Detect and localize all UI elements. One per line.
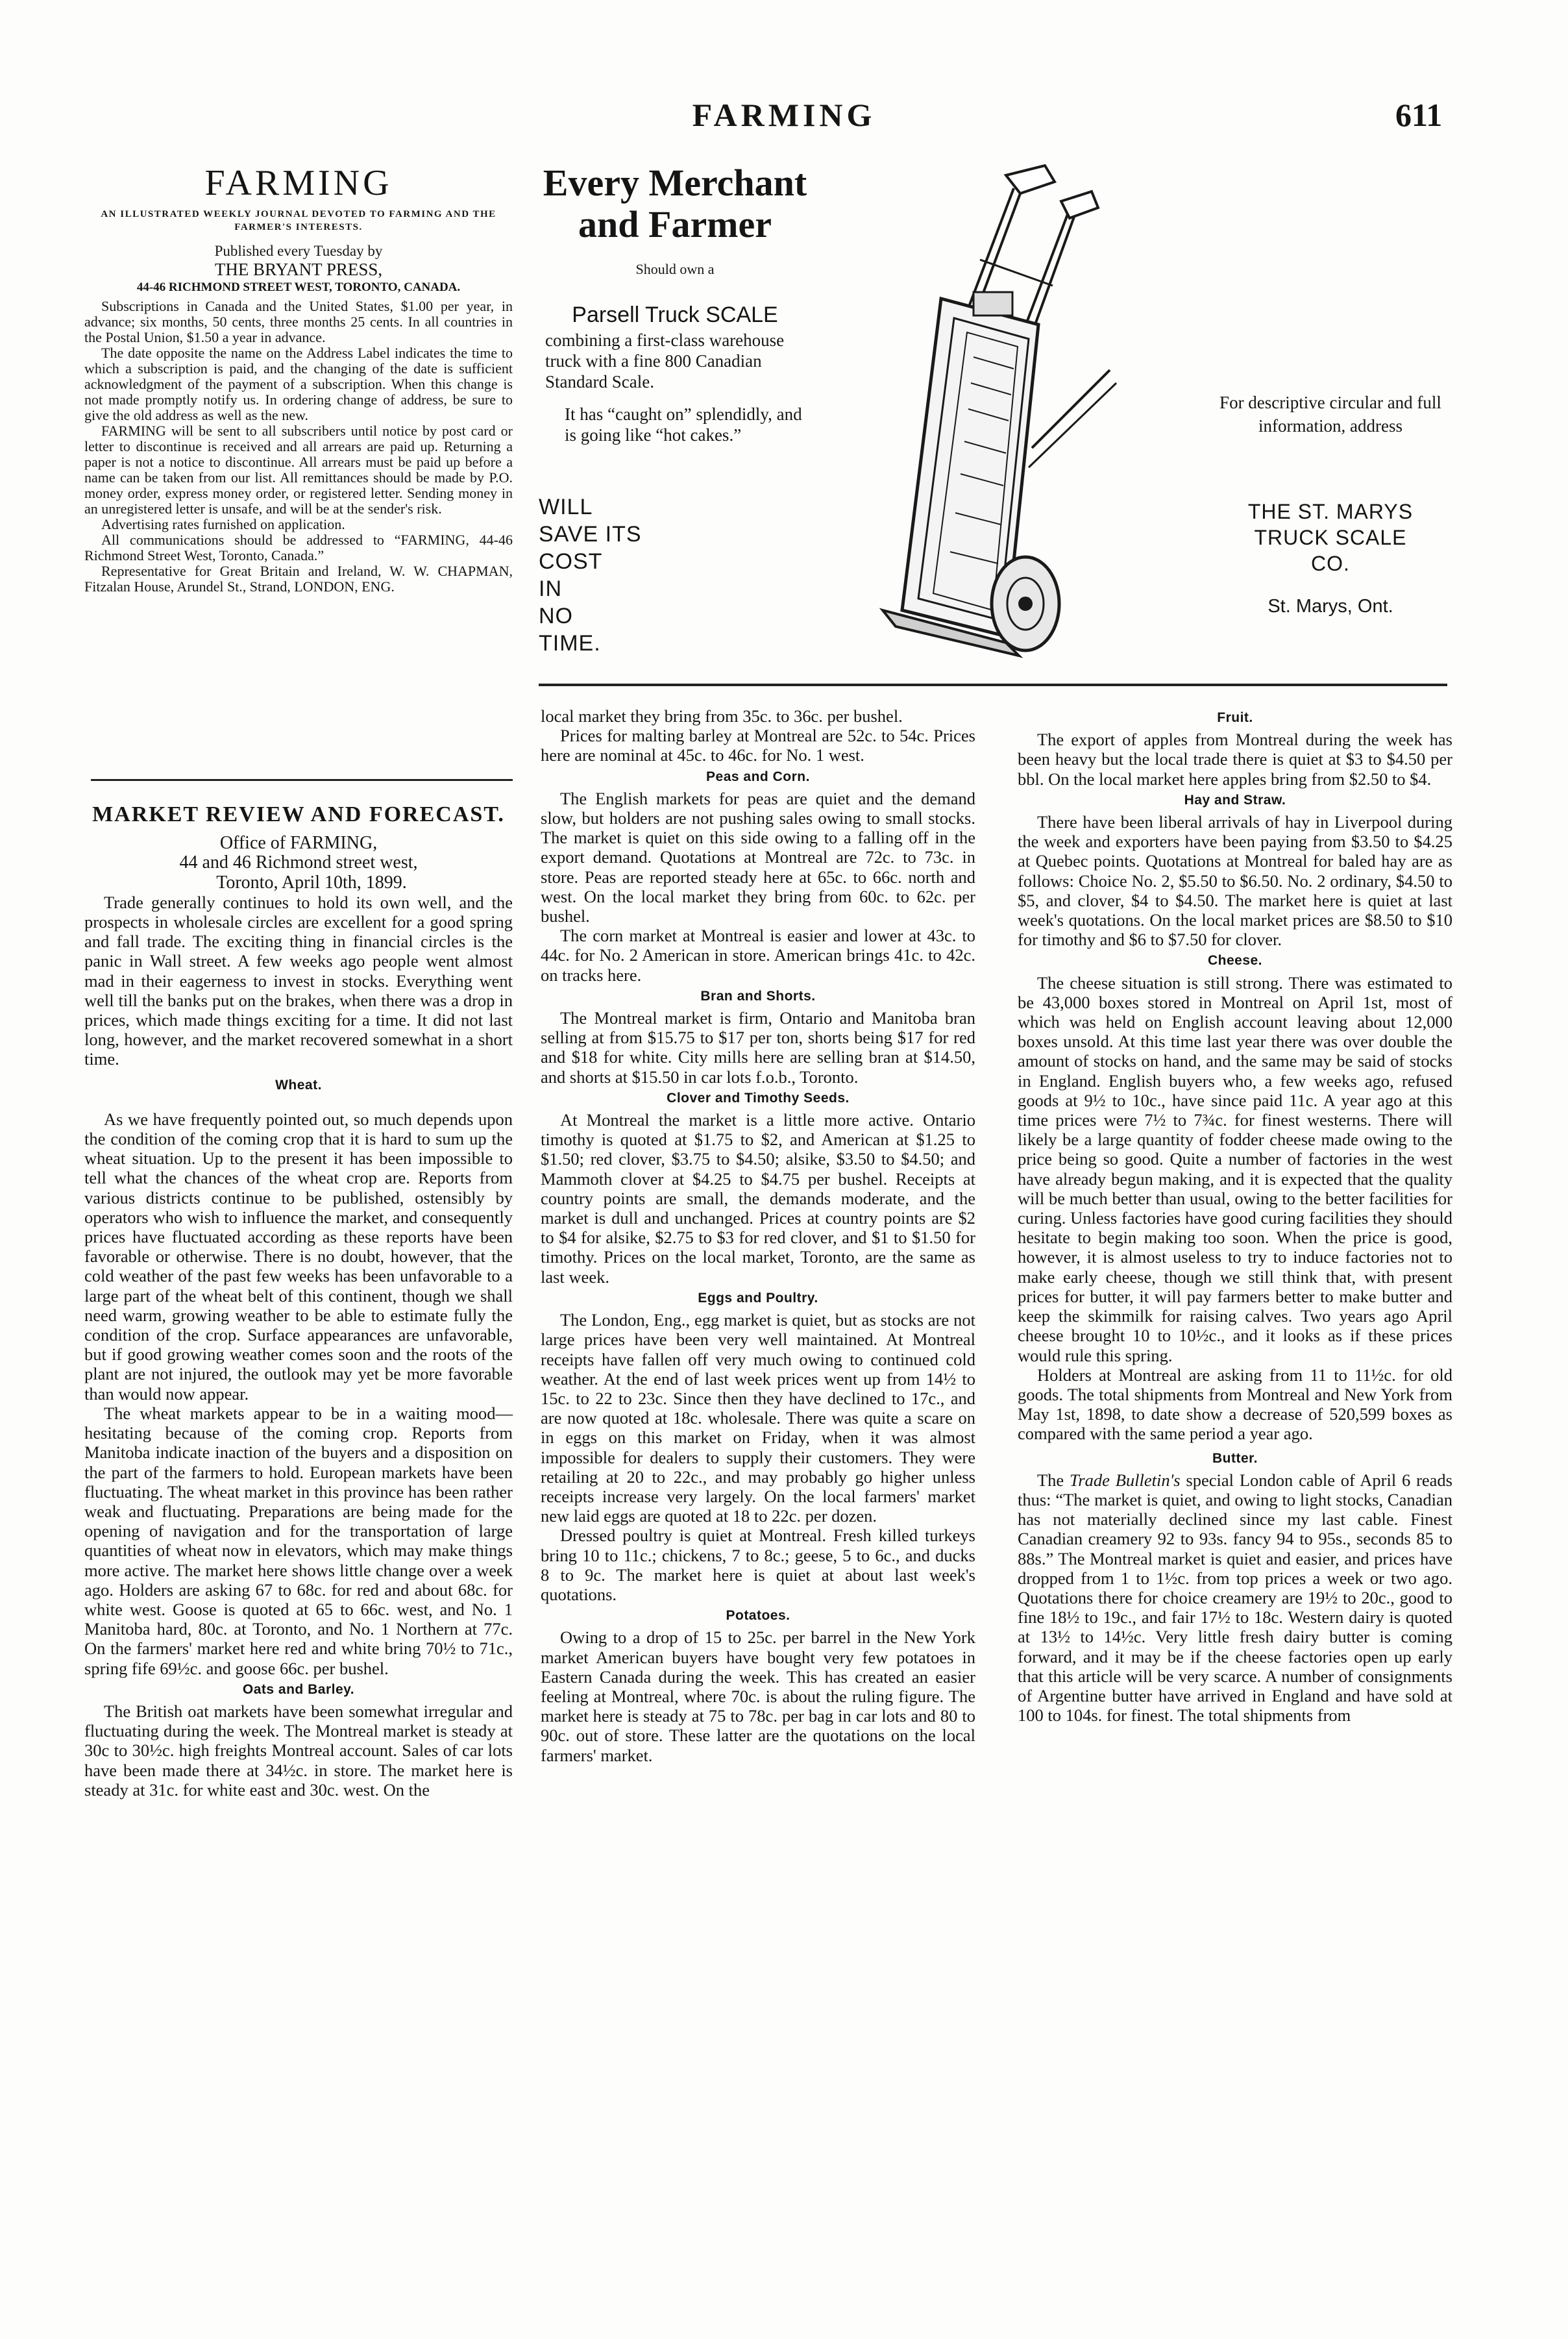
masthead-publisher: THE BRYANT PRESS, bbox=[214, 260, 383, 279]
notice-paragraph: Advertising rates furnished on application. bbox=[101, 516, 345, 532]
ad-save-cost bbox=[539, 493, 694, 657]
ad-company-1: THE ST. MARYS bbox=[1247, 500, 1414, 523]
advertisement bbox=[539, 162, 1473, 662]
masthead-notices bbox=[84, 299, 513, 595]
ad-should-own: Should own a bbox=[635, 261, 715, 277]
column-3 bbox=[1018, 706, 1452, 1725]
ad-company-3: CO. bbox=[1311, 552, 1350, 575]
oats-paragraph-1: The British oat markets have been somewhat irregular and fluctuating during the week. The Montreal market is steady at 30c to 30½c. high freights Montreal account. Sales of car lots have been made there at 34½c. in store. The market here is steady at 31c. for white east and 30c. west. On the bbox=[84, 1701, 513, 1800]
section-heading-hay: Hay and Straw. bbox=[1184, 792, 1286, 808]
ad-divider bbox=[539, 684, 1447, 686]
wheat-paragraph-2: The wheat markets appear to be in a waiting mood—hesitating because of the coming crop. Reports from Manitoba indicate inaction of the buyers and a disposition on the part of the farmers to hold. European markets have been fluctuating. The wheat market in this province has been rather weak and fluctuating. Preparations are being made for the opening of navigation and for the transportation of large quantities of wheat now in elevators, which may make things more active. The market here shows little change over a week ago. Holders are asking 67 to 68c. for red and about 68c. for white west. Goose is quoted at 65 to 66c. west, and No. 1 Manitoba hard, 80c. at Toronto, and No. 1 Northern at 77c. On the farmers' market here red and white bring 70½ to 71c., spring fife 69½c. and goose 66c. per bushel. bbox=[84, 1403, 513, 1678]
masthead-address: 44-46 RICHMOND STREET WEST, TORONTO, CANADA. bbox=[136, 280, 461, 294]
notice-paragraph: Subscriptions in Canada and the United States, $1.00 per year, in advance; six months, 50 cents, three months 25 cents. In all countries in the Postal Union, $1.50 a year in advance. bbox=[84, 298, 513, 345]
bran-paragraph-1: The Montreal market is firm, Ontario and Manitoba bran selling at from $15.75 to $17 per ton, shorts being $17 for red and $18 for white. City mills here are selling bran at $14.50, and shorts at $15.50 in car lots f.o.b., Toronto. bbox=[541, 1008, 975, 1087]
ad-slogan-line: NO bbox=[539, 604, 573, 628]
cheese-paragraph-2: Holders at Montreal are asking from 11 to 11½c. for old goods. The total shipments from Montreal and New York from May 1st, 1898, to date show a decrease of 520,599 boxes as compared with the same period a year ago. bbox=[1018, 1365, 1452, 1444]
trade-bulletin-title: Trade Bulletin's bbox=[1070, 1470, 1181, 1490]
ad-slogan-line: COST bbox=[539, 549, 603, 574]
ad-company-2: TRUCK SCALE bbox=[1254, 526, 1407, 549]
ad-product: Parsell Truck SCALE bbox=[572, 303, 778, 327]
section-heading-oats: Oats and Barley. bbox=[242, 1681, 355, 1697]
ad-slogan-line: TIME. bbox=[539, 631, 601, 656]
notice-paragraph: The date opposite the name on the Address Label indicates the time to which a subscription is paid, and the changing of the date is sufficient acknowledgment of the payment of a subscription. When this change is not made promptly notify us. In ordering change of address, be sure to give the old address as well as the new. bbox=[84, 345, 513, 423]
ad-description: combining a first-class warehouse truck with a fine 800 Canadian Standard Scale. bbox=[545, 330, 785, 391]
section-heading-clover: Clover and Timothy Seeds. bbox=[667, 1090, 850, 1106]
running-title: FARMING bbox=[692, 97, 876, 133]
hay-paragraph-1: There have been liberal arrivals of hay in Liverpool during the week and exporters have been paying from $3.50 to $4.25 at Quebec points. Quotations at Montreal for baled hay are as follows: Choice No. 2, $5.50 to $6.50. No. 2 ordinary, $4.50 to $5, and clover, $4 to $4.50. The market here is quiet at last week's quotations. On the local market prices are $8.50 to $10 for timothy and $6 to $7.50 for clover. bbox=[1018, 812, 1452, 950]
masthead-published: Published every Tuesday by bbox=[214, 243, 383, 259]
clover-paragraph-1: At Montreal the market is a little more active. Ontario timothy is quoted at $1.75 to $2, and American at $1.25 to $1.50; red clover, $3.75 to $4.50; alsike, $3.50 to $4.50; and Mammoth clover at $4.25 to $4.75 per bushel. Receipts at country points are small, the demands moderate, and the market is dull and unchanged. Prices at country points are $2 to $4 for alsike, $2.75 to $3 for red clover, and $1 to $1.50 for timothy. Prices on the local market, Toronto, are the same as last week. bbox=[541, 1110, 975, 1287]
peas-paragraph-1: The English markets for peas are quiet and the demand slow, but holders are not pushing sales owing to small stocks. The market is quiet on this side owing to a falling off in the export demand. Quotations at Montreal are 72c. to 73c. in store. Peas are reported steady here at 65c. to 66c. north and west. On the local market they bring from 60c. to 62c. per bushel. bbox=[541, 788, 975, 926]
masthead bbox=[84, 162, 513, 595]
column-2 bbox=[541, 706, 975, 1765]
butter-intro: The bbox=[1037, 1470, 1070, 1490]
ad-slogan-line: WILL bbox=[539, 495, 593, 519]
masthead-divider bbox=[91, 779, 513, 781]
notice-paragraph: Representative for Great Britain and Ireland, W. W. CHAPMAN, Fitzalan House, Arundel St., Strand, LONDON, ENG. bbox=[84, 563, 513, 595]
section-heading-wheat: Wheat. bbox=[275, 1077, 322, 1093]
notice-paragraph: All communications should be addressed to “FARMING, 44-46 Richmond Street West, Toronto, Canada.” bbox=[84, 532, 513, 563]
wheat-paragraph-1: As we have frequently pointed out, so much depends upon the condition of the coming crop that it is hard to sum up the wheat situation. Up to the present it has been impossible to tell what the chances of the wheat crop are. Reports from various districts continue to be published, ostensibly by operators who wish to influence the market, and consequently prices have fluctuated according as these reports have been favorable or otherwise. There is no doubt, however, that the cold weather of the past few weeks has been unfavorable to a large part of the wheat belt of this continent, though we shall need warm, growing weather to be able to estimate fully the condition of the crop. Surface appearances are unfavorable, but if good growing weather comes soon and the roots of the plant are not injured, the outlook may yet be more favorable than would now appear. bbox=[84, 1109, 513, 1404]
ad-slogan-line: SAVE ITS bbox=[539, 522, 642, 547]
section-heading-cheese: Cheese. bbox=[1207, 953, 1263, 969]
eggs-paragraph-2: Dressed poultry is quiet at Montreal. Fresh killed turkeys bring 10 to 11c.; chickens, 7 to 8c.; geese, 5 to 6c., and ducks 8 to 9c. The market here is quiet at about last week's quotations. bbox=[541, 1526, 975, 1604]
ad-headline-1: Every Merchant bbox=[543, 162, 807, 204]
masthead-title: FARMING bbox=[204, 163, 393, 203]
section-heading-fruit: Fruit. bbox=[1217, 710, 1253, 725]
butter-paragraph-1 bbox=[1018, 1470, 1452, 1726]
intro-paragraph: Trade generally continues to hold its own well, and the prospects in wholesale circles are excellent for a good spring and fall trade. The exciting thing in financial circles is the panic in Wall street. A few weeks ago people went almost mad in their eagerness to invest in stocks. Everything went well till the banks put on the brakes, when there was a drop in prices, which made things exciting for a time. It did not last long, however, and the market recovered somewhat in a short time. bbox=[84, 892, 513, 1069]
ad-caught-on: It has “caught on” splendidly, and is going like “hot cakes.” bbox=[565, 404, 802, 445]
potatoes-paragraph-1: Owing to a drop of 15 to 25c. per barrel in the New York market American buyers have bought very few potatoes in Eastern Canada during the week. This has created an easier feeling at Montreal, where 70c. is about the ruling figure. The market here is steady at 75 to 78c. per bag in car lots and 80 to 90c. out of store. These latter are the quotations on the local farmers' market. bbox=[541, 1627, 975, 1765]
notice-paragraph: FARMING will be sent to all subscribers until notice by post card or letter to discontinue is received and all arrears are paid up. Returning a paper is not a notice to discontinue. All arrears must be paid up before a name can be taken from our list. All remittances should be made by P.O. money order, express money order, or registered letter. Sending money in an unregistered letter is unsafe, and will be at the sender's risk. bbox=[84, 423, 513, 517]
date-line: Toronto, April 10th, 1899. bbox=[216, 872, 407, 893]
eggs-paragraph-1: The London, Eng., egg market is quiet, but as stocks are not large prices have been very well maintained. At Montreal receipts have fallen off very much owing to continued cold weather. At the end of last week prices went up from 14½ to 15c. to 22 to 23c. Since then they have declined to 17c., and are now quoted at 18c. wholesale. There was quite a scare on in eggs on this market on Friday, when it was almost impossible for dealers to supply their customers. They were retailing at 20 to 22c., and may probably go higher unless receipts increase very largely. On the local farmers' market new laid eggs are quoted at 18 to 22c. per dozen. bbox=[541, 1310, 975, 1526]
peas-paragraph-2: The corn market at Montreal is easier and lower at 43c. to 44c. for No. 2 American in store. American brings 41c. to 42c. on tracks here. bbox=[541, 926, 975, 985]
office-line: Office of FARMING, bbox=[219, 833, 378, 854]
ad-circular: For descriptive circular and full information, address bbox=[1219, 393, 1441, 436]
fruit-paragraph-1: The export of apples from Montreal during the week has been heavy but the local trade there is quiet at $3 to $4.50 per bbl. On the local market here apples bring from $2.50 to $4. bbox=[1018, 730, 1452, 789]
ad-city: St. Marys, Ont. bbox=[1268, 596, 1393, 617]
street-line: 44 and 46 Richmond street west, bbox=[179, 852, 418, 873]
ad-headline-2: and Farmer bbox=[578, 203, 772, 245]
continued-paragraph: local market they bring from 35c. to 36c. per bushel. bbox=[541, 706, 903, 726]
market-review-title: MARKET REVIEW AND FORECAST. bbox=[92, 802, 505, 826]
section-heading-eggs: Eggs and Poultry. bbox=[698, 1290, 818, 1306]
cheese-paragraph-1: The cheese situation is still strong. There was estimated to be 43,000 boxes stored in Montreal on April 1st, most of which was held on English account leaving about 12,000 boxes unsold. At this time last year there was over double the amount of stocks on hand, and the same may be said of stocks in England. English buyers who, a few weeks ago, refused goods at 9½ to 10c., have since paid 11c. A year ago at this time prices were 7½ to 7¾c. for finest westerns. There will likely be a large quantity of fodder cheese made owing to the price being so good. Quite a number of factories in the west have already begun making, and it is expected that the quality will be much better than usual, owing to the better facilities for curing. Unless factories have good curing facilities they should hesitate to begin making too soon. When the price is good, however, it is almost useless to try to induce factories not to make early cheese, though we still think that, with present prices for butter, it will pay farmers better to make butter and keep the skimmilk for raising calves. Two years ago April cheese brought 10 to 10½c., and it looks as if these prices would rule this spring. bbox=[1018, 972, 1452, 1365]
section-heading-bran: Bran and Shorts. bbox=[700, 988, 816, 1004]
truck-scale-illustration bbox=[811, 162, 1175, 662]
page-number: 611 bbox=[1395, 97, 1443, 133]
section-heading-potatoes: Potatoes. bbox=[726, 1608, 790, 1624]
section-heading-peas: Peas and Corn. bbox=[706, 769, 810, 784]
section-heading-butter: Butter. bbox=[1212, 1450, 1258, 1466]
masthead-subtitle: AN ILLUSTRATED WEEKLY JOURNAL DEVOTED TO FARMING AND THE FARMER'S INTERESTS. bbox=[101, 209, 496, 232]
column-1 bbox=[84, 802, 513, 1800]
ad-slogan-line: IN bbox=[539, 576, 562, 601]
butter-text: special London cable of April 6 reads thus: “The market is quiet, and owing to light stocks, Canadian has not materially declined since my last cable. Finest Canadian creamery 92 to 93s. fancy 94 to 95s., seconds 85 to 88s.” The Montreal market is quiet and easier, and prices have dropped from 1 to 1½c. from top prices a week or two ago. Quotations there for choice creamery are 19½ to 20c., good to fine 18½ to 19c., and fair 17½ to 18c. Western dairy is quoted at 13½ to 14½c. Very little fresh dairy butter is coming forward, and it may be if the cheese factories open up early that this article will be very scarce. A number of consignments of Argentine butter have arrived in England and have sold at 100 to 104s. for finest. The total shipments from bbox=[1018, 1470, 1452, 1726]
barley-paragraph: Prices for malting barley at Montreal are 52c. to 54c. Prices here are nominal at 45c. to 46c. for No. 1 west. bbox=[541, 726, 975, 765]
